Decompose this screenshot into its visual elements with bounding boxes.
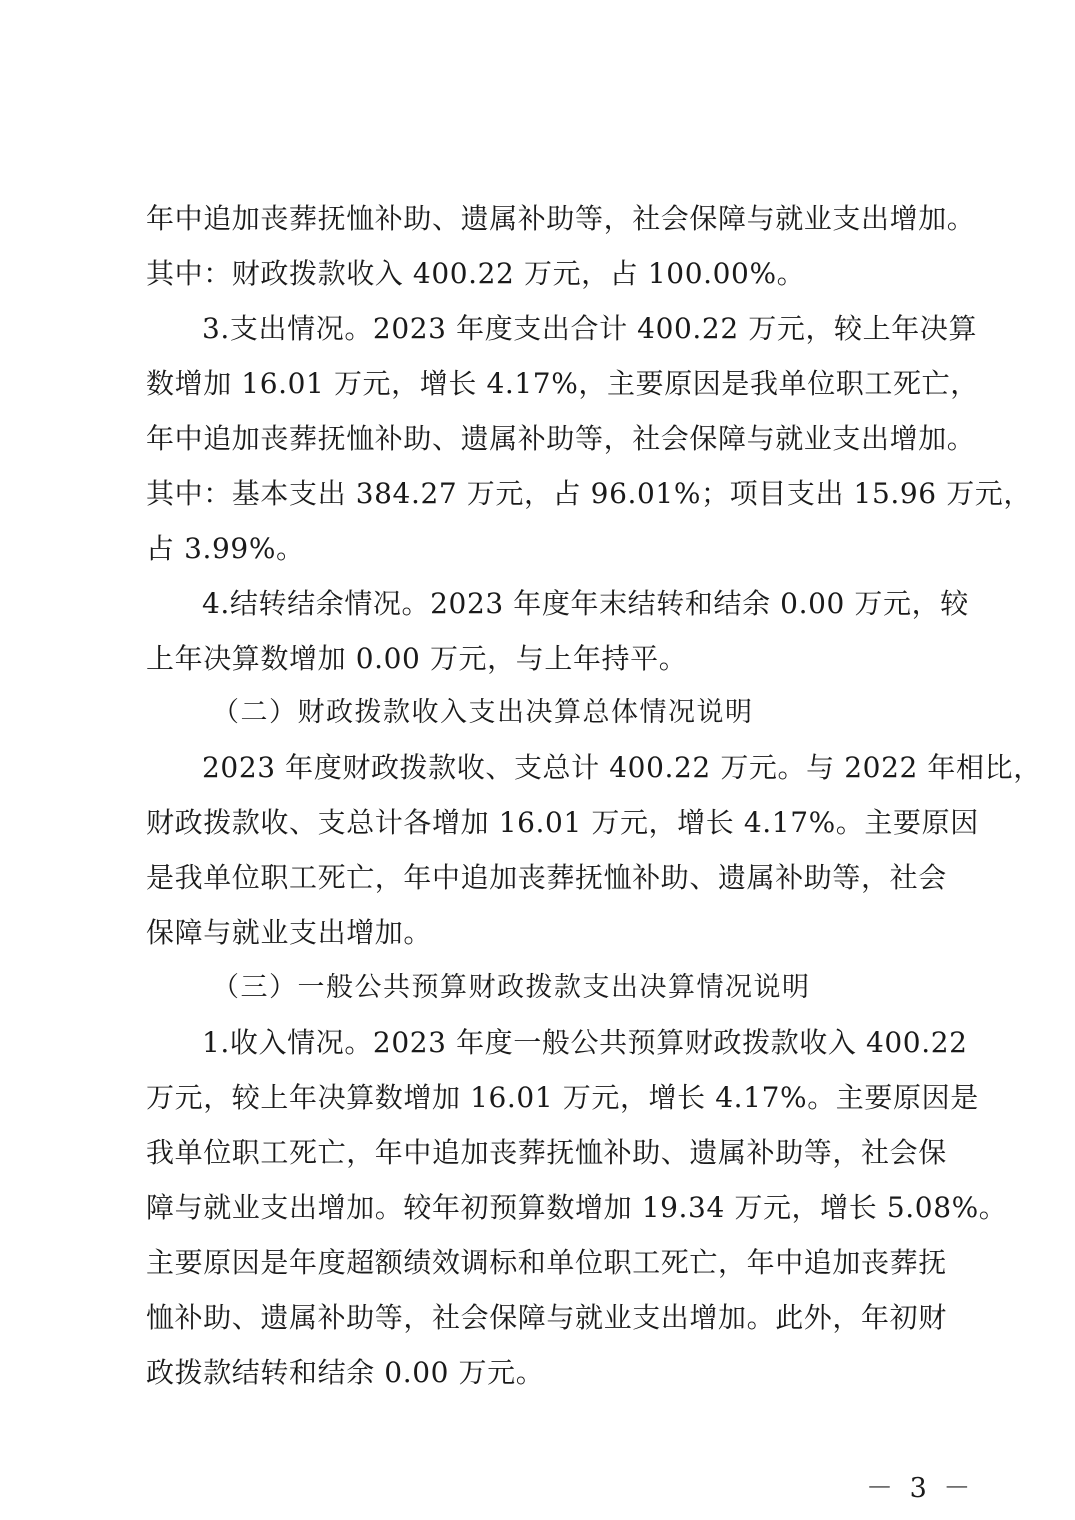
- body-text-line: 其中：财政拨款收入 400.22 万元，占 100.00%。: [146, 257, 806, 290]
- body-text-line: 2023 年度财政拨款收、支总计 400.22 万元。与 2022 年相比，: [202, 751, 1042, 784]
- body-text-line: 4.结转结余情况。2023 年度年末结转和结余 0.00 万元，较: [202, 587, 969, 620]
- body-text-line: 年中追加丧葬抚恤补助、遗属补助等，社会保障与就业支出增加。: [146, 202, 976, 235]
- body-text-line: 年中追加丧葬抚恤补助、遗属补助等，社会保障与就业支出增加。: [146, 422, 976, 455]
- section-heading: （三）一般公共预算财政拨款支出决算情况说明: [212, 972, 811, 1003]
- body-text-line: 主要原因是年度超额绩效调标和单位职工死亡，年中追加丧葬抚: [146, 1246, 947, 1279]
- body-text-line: 3.支出情况。2023 年度支出合计 400.22 万元，较上年决算: [202, 312, 978, 345]
- body-text-line: 我单位职工死亡，年中追加丧葬抚恤补助、遗属补助等，社会保: [146, 1136, 947, 1169]
- page-number: － 3 －: [866, 1473, 975, 1504]
- section-heading: （二）财政拨款收入支出决算总体情况说明: [212, 697, 754, 728]
- body-text-line: 数增加 16.01 万元，增长 4.17%，主要原因是我单位职工死亡，: [146, 367, 979, 400]
- body-text-line: 障与就业支出增加。较年初预算数增加 19.34 万元，增长 5.08%。: [146, 1191, 1008, 1224]
- body-text-line: 上年决算数增加 0.00 万元，与上年持平。: [146, 642, 688, 675]
- body-text-line: 保障与就业支出增加。: [146, 916, 433, 949]
- body-text-line: 政拨款结转和结余 0.00 万元。: [146, 1356, 545, 1389]
- body-text-line: 是我单位职工死亡，年中追加丧葬抚恤补助、遗属补助等，社会: [146, 861, 947, 894]
- body-text-line: 1.收入情况。2023 年度一般公共预算财政拨款收入 400.22: [202, 1026, 968, 1059]
- body-text-line: 万元，较上年决算数增加 16.01 万元，增长 4.17%。主要原因是: [146, 1081, 979, 1114]
- body-text-line: 财政拨款收、支总计各增加 16.01 万元，增长 4.17%。主要原因: [146, 806, 979, 839]
- body-text-line: 其中：基本支出 384.27 万元，占 96.01%；项目支出 15.96 万元，: [146, 477, 1032, 510]
- body-text-line: 恤补助、遗属补助等，社会保障与就业支出增加。此外，年初财: [146, 1301, 947, 1334]
- body-text-line: 占 3.99%。: [146, 532, 305, 565]
